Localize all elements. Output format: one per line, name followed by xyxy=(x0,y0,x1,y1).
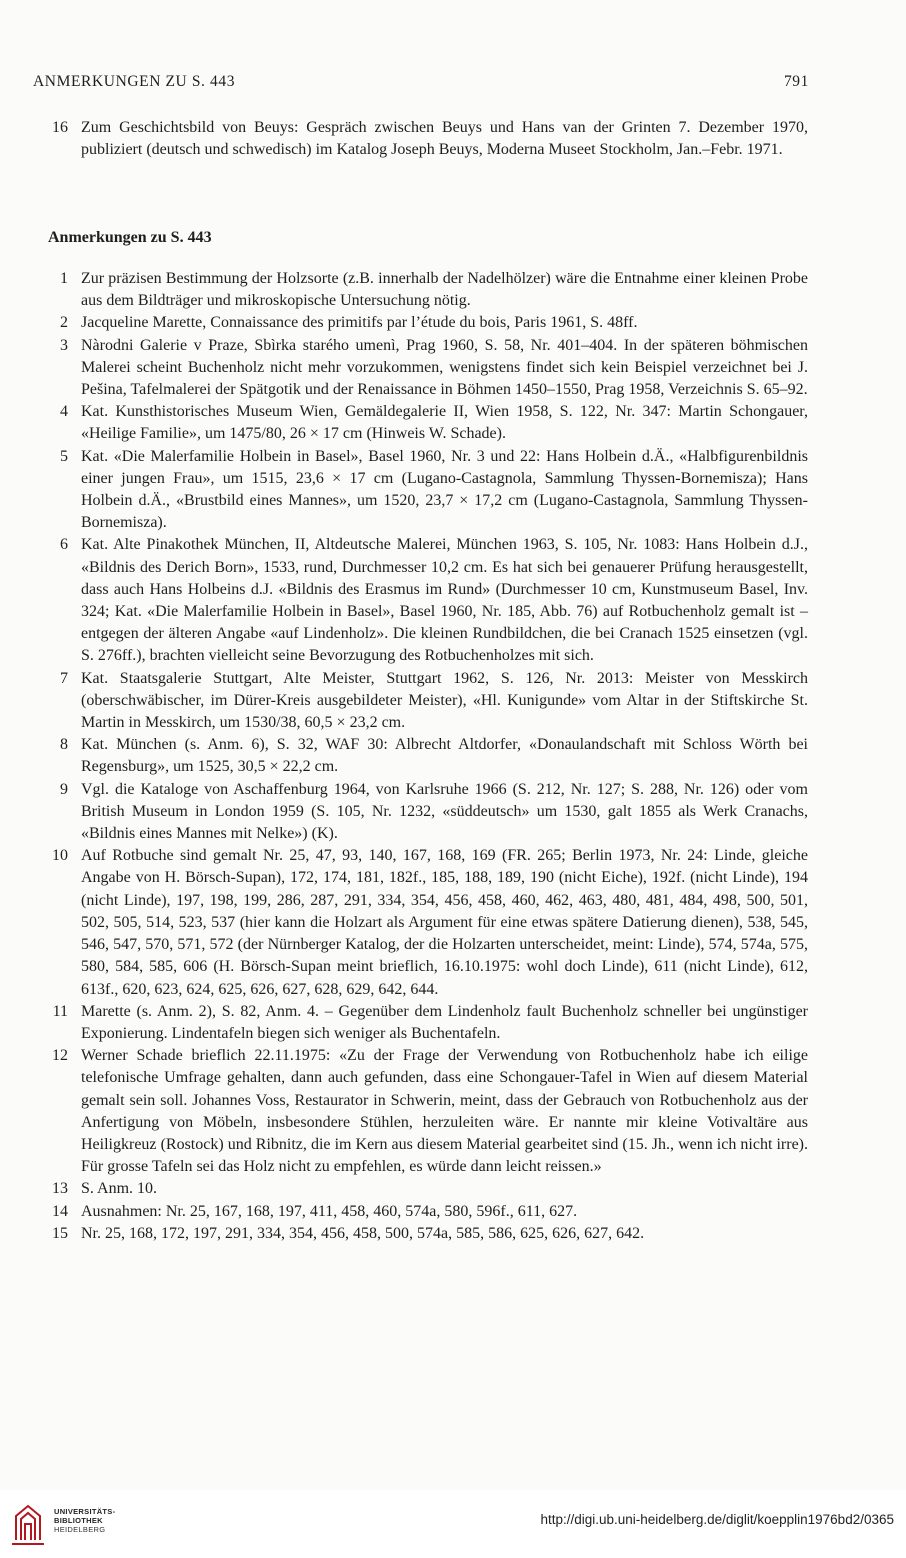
footnote-text: Nr. 25, 168, 172, 197, 291, 334, 354, 456, 458, 500, 574a, 585, 586, 625, 626, 627, 642. xyxy=(81,1224,645,1242)
footnote xyxy=(48,401,808,445)
footnote xyxy=(48,268,808,312)
footnote-number: 15 xyxy=(52,1224,68,1242)
footnote xyxy=(48,779,808,846)
source-url-link[interactable]: http://digi.ub.uni-heidelberg.de/diglit/koepplin1976bd2/0365 xyxy=(540,1512,894,1527)
footnote-number: 10 xyxy=(52,847,68,865)
footnote xyxy=(48,668,808,735)
footnote-text: Kat. München (s. Anm. 6), S. 32, WAF 30: Albrecht Altdorfer, «Donaulandschaft mit Schloss Wörth bei Regensburg», um 1525, 30,5 × 22,2 cm. xyxy=(81,736,808,776)
notes-list xyxy=(48,268,808,1245)
footnote-text: Kat. Staatsgalerie Stuttgart, Alte Meister, Stuttgart 1962, S. 126, Nr. 2013: Meister von Messkirch (oberschwäbischer, im Dürer-Kreis ausgebildeter Meister), «Hl. Kunigunde» vom Altar in der Stiftskirche St. Martin in Messkirch, um 1530/38, 60,5 × 23,2 cm. xyxy=(81,669,808,732)
library-line-1: UNIVERSITÄTS- xyxy=(54,1507,116,1516)
footnote xyxy=(48,1178,808,1200)
footnote-text: Marette (s. Anm. 2), S. 82, Anm. 4. – Gegenüber dem Lindenholz fault Buchenholz schneller bei ungünstiger Exponierung. Lindentafeln biegen sich weniger als Buchentafeln. xyxy=(81,1002,808,1042)
footnote-text: Zum Geschichtsbild von Beuys: Gespräch zwischen Beuys und Hans van der Grinten 7. Dezember 1970, publiziert (deutsch und schwedisch) im Katalog Joseph Beuys, Moderna Museet Stockholm, Jan.–Febr. 1971. xyxy=(81,119,808,159)
footnote xyxy=(48,1045,808,1178)
footnote-text: Werner Schade brieflich 22.11.1975: «Zu der Frage der Verwendung von Rotbuchenholz habe ich eilige telefonische Umfrage gehalten, dann auch gefunden, dass eine Schongauer-Tafel in Wien auf diesem Material gemalt sein soll. Johannes Voss, Restaurator in Schwerin, meint, dass der Gebrauch von Rotbuchenholz aus der Anfertigung von Möbeln, insbesondere Stühlen, herzuleiten wäre. Er nannte mir kleine Votivaltäre aus Heiligkreuz (Rostock) und Ribnitz, die im Kern aus diesem Material gearbeitet sind (15. Jh., wenn ich nicht irre). Für grosse Tafeln sei das Holz nicht zu empfehlen, es würde dann leicht reissen.» xyxy=(81,1047,808,1176)
page-number: 791 xyxy=(783,73,809,90)
footnote-text: Auf Rotbuche sind gemalt Nr. 25, 47, 93, 140, 167, 168, 169 (FR. 265; Berlin 1973, Nr. 24: Linde, gleiche Angabe von H. Börsch-Supan), 172, 174, 181, 182f., 185, 188, 189, 190 (nicht Eiche), 192f. (nicht Linde), 194 (nicht Linde), 197, 198, 199, 286, 287, 291, 334, 354, 456, 458, 460, 462, 463, 480, 481, 484, 498, 500, 501, 502, 505, 514, 523, 537 (hier kann die Holzart als Argument für eine etwas spätere Datierung dienen), 538, 545, 546, 547, 570, 571, 572 (der Nürnberger Katalog, der die Holzarten unterscheidet, meint: Linde), 574, 574a, 575, 580, 584, 585, 606 (H. Börsch-Supan meint brieflich, 16.10.1975: wohl doch Linde), 611 (nicht Linde), 612, 613f., 620, 623, 624, 625, 626, 627, 628, 629, 642, 644. xyxy=(81,847,808,998)
footnote-number: 11 xyxy=(52,1002,68,1020)
footnote-number: 13 xyxy=(52,1180,68,1198)
footnote xyxy=(48,534,808,667)
footnote xyxy=(48,845,808,1000)
footnote xyxy=(48,1001,808,1045)
footnote-text: Vgl. die Kataloge von Aschaffenburg 1964, von Karlsruhe 1966 (S. 212, Nr. 127; S. 288, Nr. 126) oder vom British Museum in London 1959 (S. 105, Nr. 1232, «süddeutsch» um 1530, galt 1855 als Werk Cranachs, «Bildnis eines Mannes mit Nelke») (K). xyxy=(81,780,808,843)
footnote-text: Kat. «Die Malerfamilie Holbein in Basel», Basel 1960, Nr. 3 und 22: Hans Holbein d.Ä., «Halbfigurenbildnis einer jungen Frau», um 1515, 23,6 × 17 cm (Lugano-Castagnola, Sammlung Thyssen-Bornemisza); Hans Holbein d.Ä., «Brustbild eines Mannes», um 1520, 23,7 × 17,2 cm (Lugano-Castagnola, Sammlung Thyssen-Bornemisza). xyxy=(81,447,808,532)
footnote-number: 12 xyxy=(52,1047,68,1065)
footnote-number: 1 xyxy=(60,270,68,287)
footnote-number: 5 xyxy=(60,447,68,465)
footnote-number: 4 xyxy=(60,403,68,421)
footnote-text: S. Anm. 10. xyxy=(81,1180,158,1198)
footnote-text: Nàrodni Galerie v Praze, Sbìrka staréhо umenì, Prag 1960, S. 58, Nr. 401–404. In der späteren böhmischen Malerei scheint Buchenholz nicht mehr vorzukommen, wenigstens findet sich kein Beispiel verzeichnet bei J. Pešina, Tafelmalerei der Spätgotik und der Renaissance in Böhmen 1450–1550, Prag 1958, Verzeichnis S. 65–92. xyxy=(81,336,808,399)
footnote-number: 16 xyxy=(52,119,68,136)
footnote-number: 14 xyxy=(52,1202,68,1220)
library-name xyxy=(54,1507,115,1534)
library-line-2: BIBLIOTHEK xyxy=(54,1516,103,1525)
running-title: ANMERKUNGEN ZU S. 443 xyxy=(33,73,236,90)
footnote-text: Jacqueline Marette, Connaissance des primitifs par l’étude du bois, Paris 1961, S. 48ff. xyxy=(81,314,638,332)
footnote-number: 7 xyxy=(60,669,68,687)
footnote xyxy=(48,446,808,535)
footnote xyxy=(48,1223,808,1245)
footnote-number: 8 xyxy=(60,736,68,754)
footnote-text: Kat. Alte Pinakothek München, II, Altdeutsche Malerei, München 1963, S. 105, Nr. 1083: Hans Holbein d.J., «Bildnis des Derich Born», 1533, rund, Durchmesser 10,2 cm. Es hat sich bei genauerer Prüfung herausgestellt, dass auch Hans Holbeins d.J. «Bildnis des Erasmus im Rund» (Durchmesser 10 cm, Kunstmuseum Basel, Inv. 324; Kat. «Die Malerfamilie Holbein in Basel», Basel 1960, Nr. 185, Abb. 76) auf Rotbuchenholz gemalt ist – entgegen der älteren Angabe «auf Lindenholz». Die kleinen Rundbildchen, die bei Cranach 1525 einsetzen (vgl. S. 276ff.), brachten vielleicht seine Bevorzugung des Rotbuchenholzes mit sich. xyxy=(81,536,808,665)
footnote xyxy=(48,1201,808,1223)
footnote-text: Kat. Kunsthistorisches Museum Wien, Gemäldegalerie II, Wien 1958, S. 122, Nr. 347: Martin Schongauer, «Heilige Familie», um 1475/80, 26 × 17 cm (Hinweis W. Schade). xyxy=(81,403,808,443)
footer-bar xyxy=(0,1490,906,1558)
notes-previous-section xyxy=(48,117,808,161)
library-line-3: HEIDELBERG xyxy=(54,1525,106,1534)
footnote-number: 6 xyxy=(60,536,68,554)
footnote xyxy=(48,734,808,778)
footnote-number: 2 xyxy=(60,314,68,332)
section-title: Anmerkungen zu S. 443 xyxy=(48,229,212,246)
footnote-number: 3 xyxy=(60,336,68,354)
footnote xyxy=(48,312,808,334)
footnote-text: Ausnahmen: Nr. 25, 167, 168, 197, 411, 458, 460, 574a, 580, 596f., 611, 627. xyxy=(81,1202,578,1220)
footnote xyxy=(48,335,808,402)
footnote xyxy=(48,117,808,161)
ub-heidelberg-logo-icon xyxy=(10,1502,46,1546)
footnote-number: 9 xyxy=(60,780,68,798)
footnote-text: Zur präzisen Bestimmung der Holzsorte (z.B. innerhalb der Nadelhölzer) wäre die Entnahme einer kleinen Probe aus dem Bildträger und mikroskopische Untersuchung nötig. xyxy=(81,270,808,310)
